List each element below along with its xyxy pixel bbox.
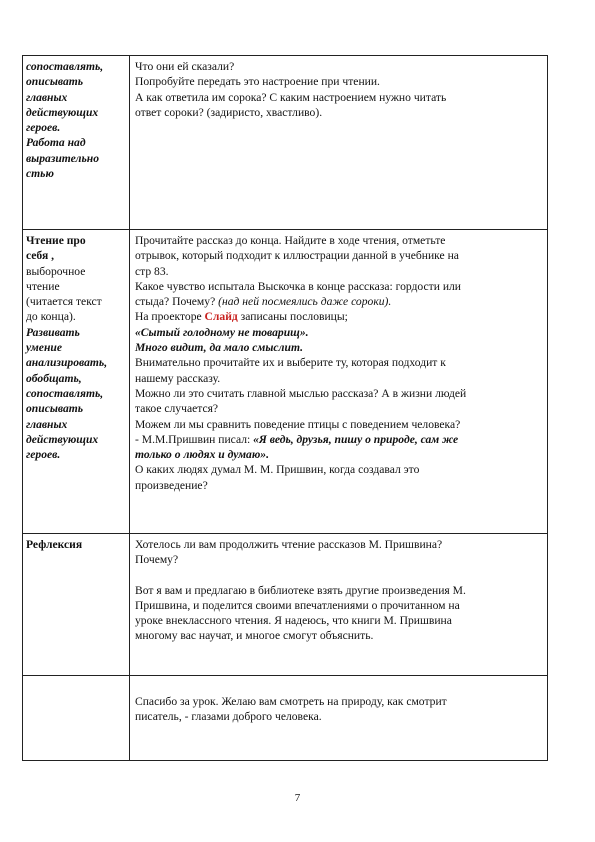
row2-right-line: О каких людях думал М. М. Пришвин, когда создавал это xyxy=(135,463,420,477)
row2-left-line: (читается текст xyxy=(26,295,102,309)
page-number: 7 xyxy=(294,792,301,804)
row2-left-italic-line: умение xyxy=(26,341,62,355)
row2-left-line: чтение xyxy=(26,279,60,293)
row1-left-line: героев. xyxy=(26,121,61,135)
proverb-2: Много видит, да мало смыслит. xyxy=(135,341,304,355)
row2-right-line xyxy=(135,309,541,324)
row1-left-line: описывать xyxy=(26,75,84,89)
row1-left-line: стью xyxy=(26,167,54,181)
row2-left-line: выборочное xyxy=(26,264,86,278)
row4-right-line: писатель, - глазами доброго человека. xyxy=(135,710,322,724)
row2-left-title: Чтение про xyxy=(26,234,86,247)
row1-right-line: ответ сороки? (задиристо, хвастливо). xyxy=(135,105,323,119)
row2-right-cell xyxy=(130,230,548,534)
row2-left-italic-line: обобщать, xyxy=(26,371,82,385)
prishvin-quote-end: только о людях и думаю». xyxy=(135,448,269,462)
row1-left-line: действующих xyxy=(26,105,99,119)
row4-right-cell xyxy=(130,676,548,761)
row3-right-line: Хотелось ли вам продолжить чтение рассказов М. Пришвина? xyxy=(135,538,443,551)
row2-left-italic-line: сопоставлять, xyxy=(26,386,104,400)
row2-right-line: произведение? xyxy=(135,478,208,492)
slide-label: Слайд xyxy=(204,310,238,324)
projector-text: На проекторе xyxy=(135,310,205,324)
row1-left-line: сопоставлять, xyxy=(26,60,104,73)
row3-right-line: Вот я вам и предлагаю в библиотеке взять другие произведения М. xyxy=(135,583,466,597)
row2-right-line: Внимательно прочитайте их и выберите ту, которая подходит к xyxy=(135,356,446,370)
row2-right-line: Можно ли это считать главной мыслью рассказа? А в жизни людей xyxy=(135,386,467,400)
row2-left-line: до конца). xyxy=(26,310,76,324)
row2-right-line: Какое чувство испытала Выскочка в конце рассказа: гордости или xyxy=(135,279,462,293)
row2-right-line: Можем ли мы сравнить поведение птицы с поведением человека? xyxy=(135,417,461,431)
row3-right-cell xyxy=(130,534,548,676)
proverb-1: «Сытый голодному не товарищ». xyxy=(135,325,309,339)
proverbs-text: записаны пословицы; xyxy=(237,310,348,324)
row1-left-line: Работа над xyxy=(26,136,86,150)
row2-right-line: нашему рассказу. xyxy=(135,371,221,385)
row1-right-cell xyxy=(130,55,548,230)
row3-right-line: Почему? xyxy=(135,553,179,567)
row2-right-line: такое случается? xyxy=(135,402,219,416)
row3-right-line: уроке внеклассного чтения. Я надеюсь, что книги М. Пришвина xyxy=(135,614,452,628)
row1-left-line: главных xyxy=(26,90,68,104)
row2-left-italic-line: главных xyxy=(26,417,68,431)
row2-right-line xyxy=(135,294,541,309)
row1-right-line: Что они ей сказали? xyxy=(135,60,235,73)
row2-right-line: отрывок, который подходит к иллюстрации данной в учебнике на xyxy=(135,249,459,263)
row2-left-cell xyxy=(22,230,130,534)
blank-line xyxy=(135,679,541,694)
quote-intro: - М.М.Пришвин писал: xyxy=(135,432,254,446)
row3-right-line: Пришвина, и поделится своими впечатлениями о прочитанном на xyxy=(135,598,460,612)
question-text: стыда? Почему? xyxy=(135,295,219,309)
row2-left-italic-line: анализировать, xyxy=(26,356,108,370)
row4-right-line: Спасибо за урок. Желаю вам смотреть на природу, как смотрит xyxy=(135,695,447,708)
row2-left-title: себя , xyxy=(26,249,55,263)
answer-hint: (над ней посмеялись даже сороки). xyxy=(218,295,392,309)
row2-right-line: Прочитайте рассказ до конца. Найдите в ходе чтения, отметьте xyxy=(135,234,446,247)
row2-left-italic-line: описывать xyxy=(26,402,84,416)
row4-left-cell xyxy=(22,676,130,761)
reflection-label: Рефлексия xyxy=(26,538,83,551)
row3-left-cell xyxy=(22,534,130,676)
row3-right-line: многому вас научат, и многое смогут объяснить. xyxy=(135,629,374,643)
row2-left-italic-line: действующих xyxy=(26,432,99,446)
prishvin-quote: «Я ведь, друзья, пишу о природе, сам же xyxy=(253,432,459,446)
row1-left-line: выразительно xyxy=(26,151,99,165)
blank-line xyxy=(135,568,541,583)
row2-left-italic-line: Развивать xyxy=(26,325,80,339)
row2-right-line: стр 83. xyxy=(135,264,169,278)
row1-left-cell xyxy=(22,55,130,230)
row2-right-line xyxy=(135,432,541,447)
row1-right-line: Попробуйте передать это настроение при чтении. xyxy=(135,75,380,89)
row1-right-line: А как ответила им сорока? С каким настроением нужно читать xyxy=(135,90,447,104)
row2-left-italic-line: героев. xyxy=(26,448,61,462)
